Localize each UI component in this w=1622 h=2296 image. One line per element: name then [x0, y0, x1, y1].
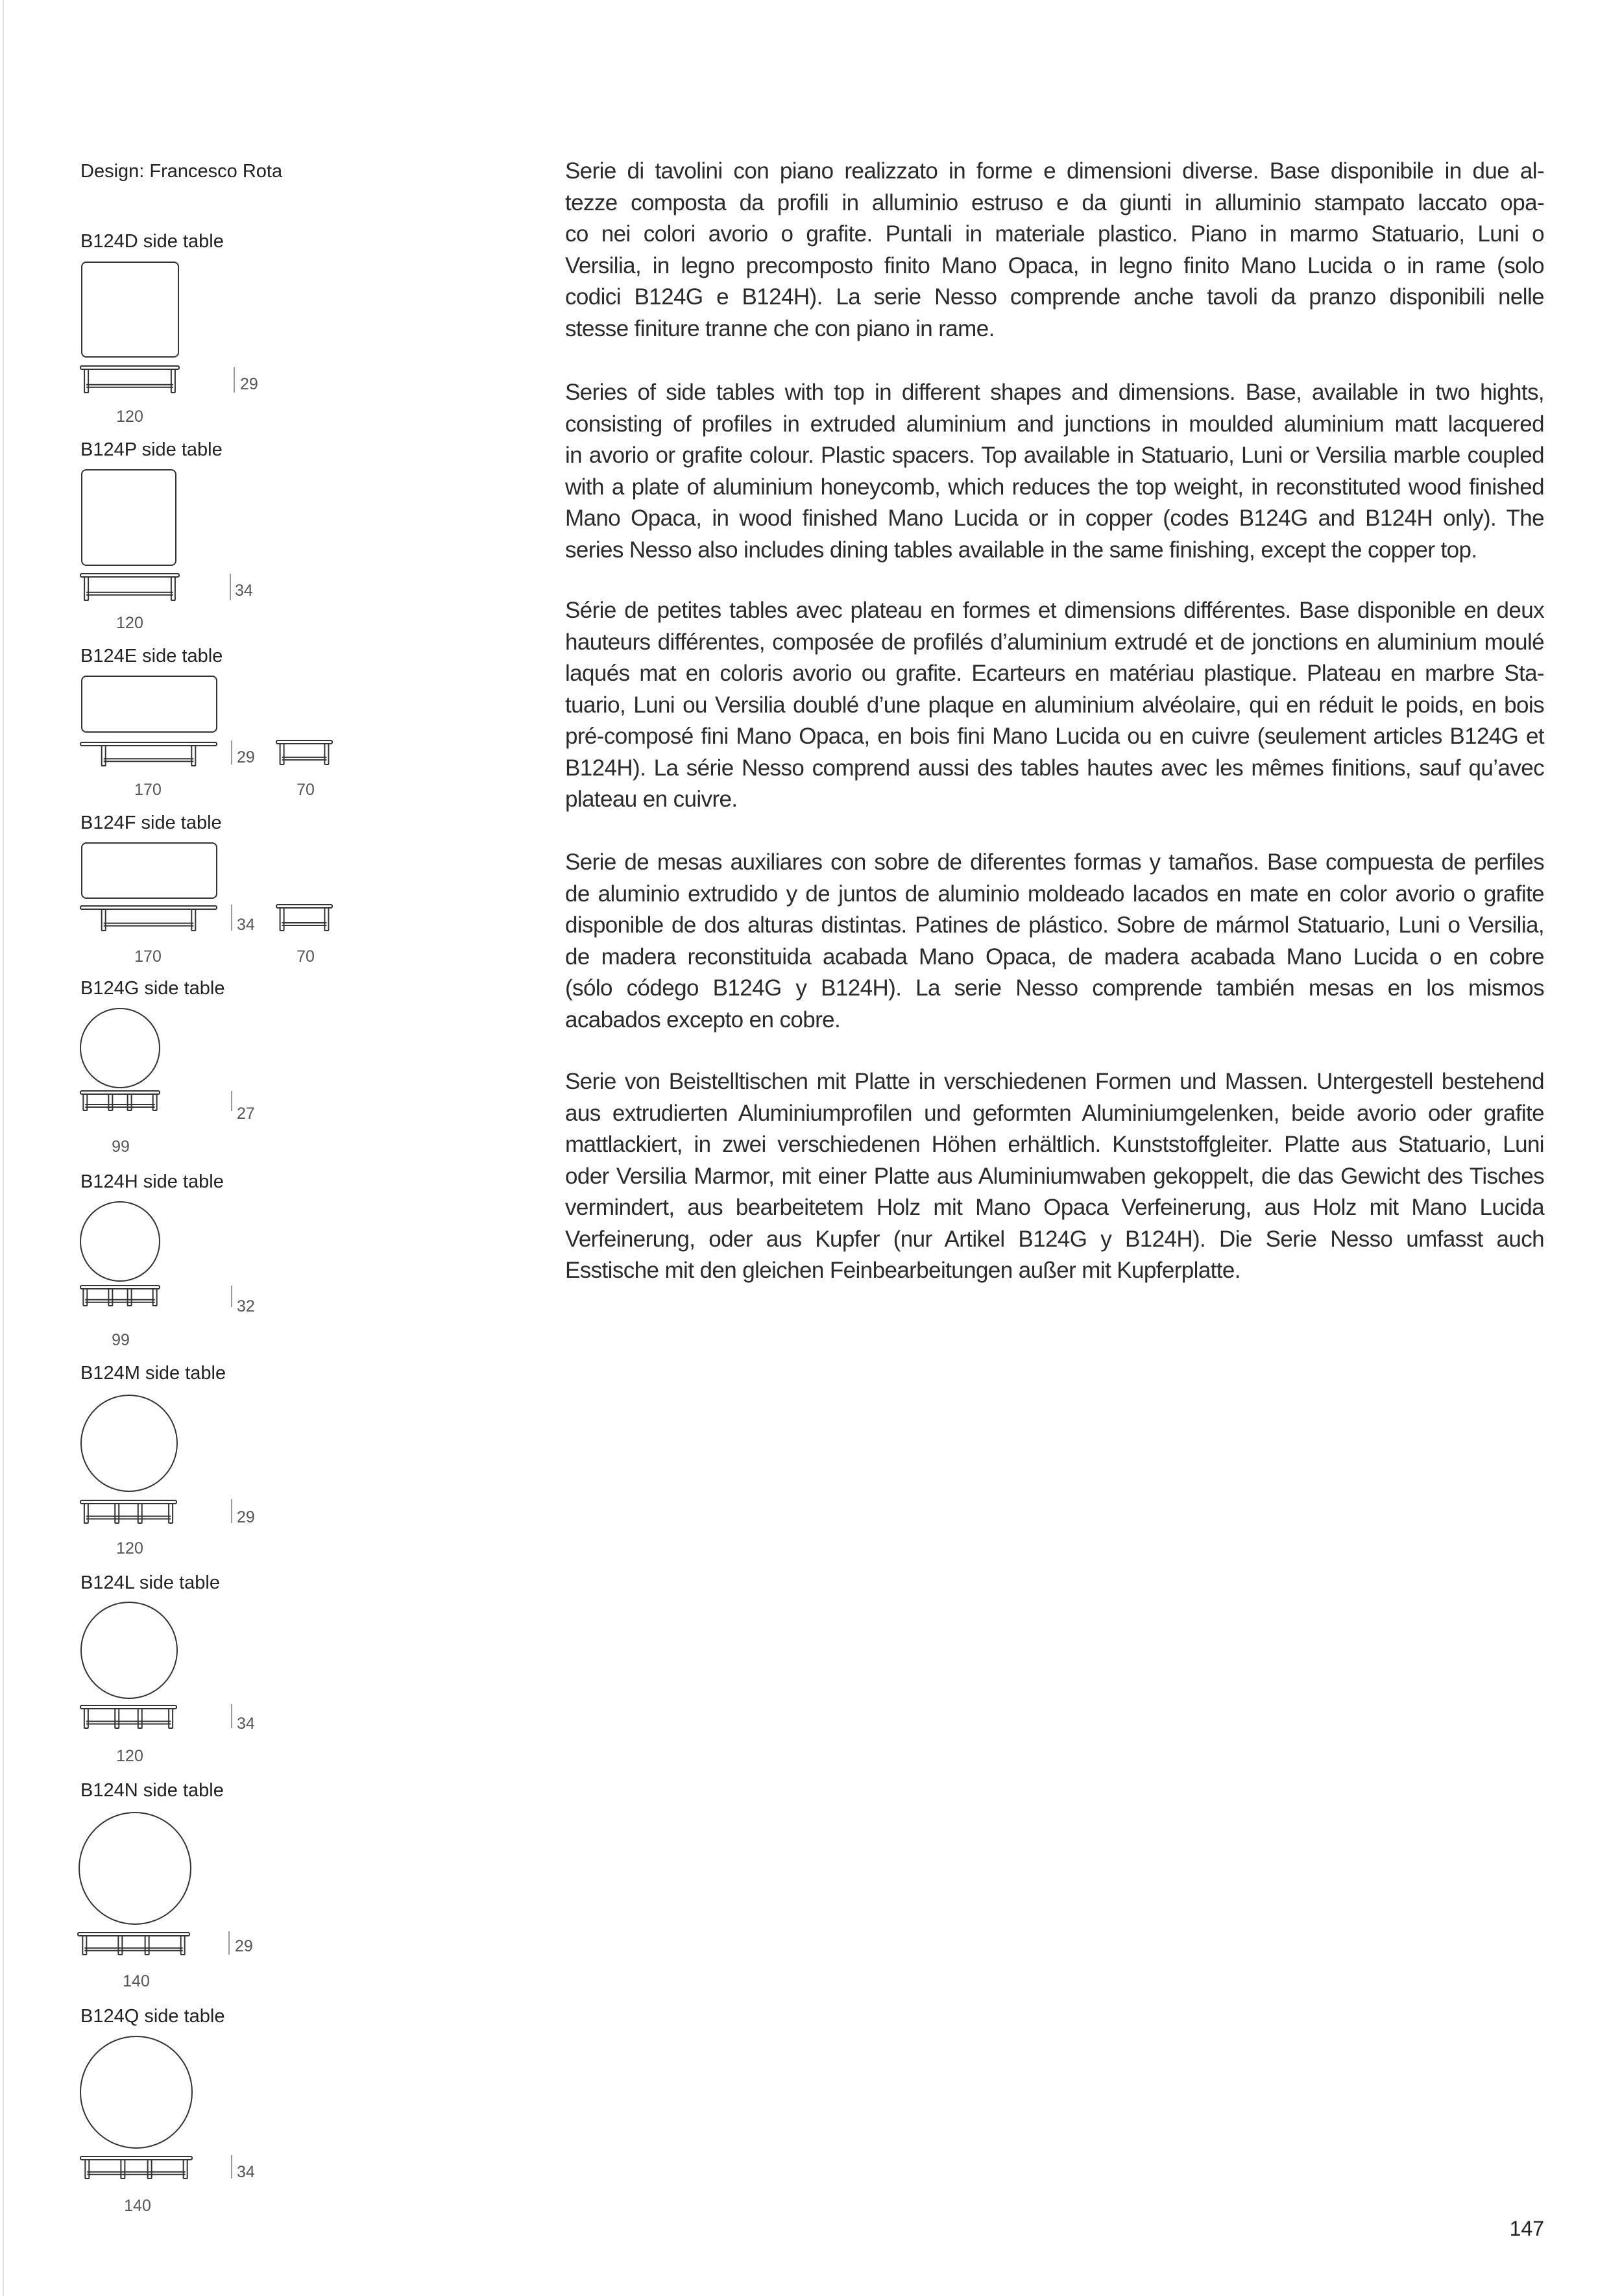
end-view [276, 905, 332, 931]
width-dimension: 140 [123, 1972, 150, 1990]
product-label: B124N side table [80, 1780, 224, 1801]
depth-dimension: 70 [297, 781, 315, 799]
text-line: laqués mat en coloris avorio ou grafite. Ecarteurs en matériau plastique. Plateau en marbre Sta- [565, 661, 1544, 686]
height-dimension: 34 [237, 1715, 255, 1733]
text-line: Série de petites tables avec plateau en formes et dimensions différentes. Base disponible en deux [565, 598, 1544, 623]
text-line: vermindert, aus bearbeitetem Holz mit Mano Opaca Verfeinerung, aus Holz mit Mano Lucida [565, 1195, 1544, 1220]
width-dimension: 120 [116, 1747, 143, 1765]
side-view [80, 1286, 160, 1306]
side-view [80, 574, 179, 600]
width-dimension: 120 [116, 614, 143, 632]
height-dimension: 27 [237, 1105, 255, 1123]
text-line: series Nesso also includes dining tables available in the same finishing, except the copper top. [565, 537, 1477, 563]
text-line: Serie di tavolini con piano realizzato in forme e dimensioni diverse. Base disponibile in due al- [565, 158, 1544, 184]
side-view [80, 366, 179, 393]
text-line: tezze composta da profili in alluminio estruso e da giunti in alluminio stampato laccato opa- [565, 189, 1544, 215]
description-paragraph-es [565, 847, 1544, 1036]
text-line: codici B124G e B124H). La serie Nesso comprende anche tavoli da pranzo disponibili nelle [565, 284, 1544, 310]
height-dimension: 32 [237, 1297, 255, 1315]
width-dimension: 170 [134, 947, 162, 966]
text-line: (sólo códego B124G y B124H). La serie Nesso comprende también mesas en los mismos [565, 975, 1544, 1001]
text-line: disponible de dos alturas distintas. Patines de plástico. Sobre de mármol Statuario, Luni o Versilia, [565, 912, 1544, 938]
top-view-outline [82, 843, 217, 898]
text-line: Versilia, in legno precomposto finito Mano Opaca, in legno finito Mano Lucida o in rame (solo [565, 252, 1544, 278]
text-line: Serie de mesas auxiliares con sobre de diferentes formas y tamaños. Base compuesta de perfiles [565, 849, 1544, 875]
side-view [80, 1500, 176, 1523]
width-dimension: 120 [116, 408, 143, 426]
text-line: aus extrudierten Aluminiumprofilen und geformten Aluminiumgelenken, beide avorio oder grafite [565, 1100, 1544, 1126]
side-view [80, 1705, 176, 1728]
side-view [80, 742, 217, 766]
product-label: B124M side table [80, 1363, 226, 1384]
top-view-outline [79, 1813, 191, 1924]
height-dimension: 29 [235, 1937, 253, 1955]
text-line: Mano Opaca, in wood finished Mano Lucida or in copper (codes B124G and B124H only). The [565, 506, 1544, 531]
top-view-outline [82, 676, 217, 732]
side-view [78, 1933, 189, 1955]
width-dimension: 120 [116, 1539, 143, 1557]
top-view-outline [80, 2036, 192, 2148]
text-line: plateau en cuivre. [565, 787, 738, 812]
height-dimension: 34 [235, 581, 253, 600]
height-dimension: 34 [237, 2163, 255, 2181]
product-label: B124P side table [80, 439, 223, 460]
page-number: 147 [1509, 2217, 1544, 2240]
text-line: acabados excepto en cobre. [565, 1007, 841, 1032]
description-paragraph-it [565, 156, 1544, 345]
depth-dimension: 70 [297, 947, 315, 966]
product-label: B124G side table [80, 978, 225, 999]
description-paragraph-de [565, 1066, 1544, 1287]
width-dimension: 140 [124, 2197, 151, 2215]
width-dimension: 99 [112, 1331, 130, 1349]
text-line: hauteurs différentes, composée de profilés d’aluminium extrudé et de jonctions en aluminium moulé [565, 629, 1544, 655]
top-view-outline [82, 262, 178, 357]
product-label: B124F side table [80, 812, 222, 833]
end-view [276, 740, 332, 764]
text-line: B124H). La série Nesso comprend aussi des tables hautes avec les mêmes finitions, sauf qu’avec [565, 755, 1544, 781]
side-view [80, 906, 217, 931]
text-line: de madera reconstituida acabada Mano Opaca, de madera acabada Mano Lucida o en cobre [565, 944, 1544, 970]
description-paragraph-en [565, 377, 1544, 566]
width-dimension: 99 [112, 1138, 130, 1156]
text-line: co nei colori avorio o grafite. Puntali in materiale plastico. Piano in marmo Statuario, Luni o [565, 221, 1544, 247]
side-view [80, 2156, 192, 2179]
text-line: with a plate of aluminium honeycomb, which reduces the top weight, in reconstituted wood finished [565, 474, 1544, 500]
text-line: Series of side tables with top in different shapes and dimensions. Base, available in two hights, [565, 380, 1544, 405]
product-label: B124L side table [80, 1572, 220, 1593]
text-line: Esstische mit den gleichen Feinbearbeitungen außer mit Kupferplatte. [565, 1258, 1241, 1283]
top-view-outline [82, 470, 176, 565]
text-line: stesse finiture tranne che con piano in rame. [565, 315, 995, 341]
designer-credit: Design: Francesco Rota [80, 161, 283, 182]
text-line: Verfeinerung, oder aus Kupfer (nur Artikel B124G y B124H). Die Serie Nesso umfasst auch [565, 1226, 1544, 1252]
text-line: oder Versilia Marmor, mit einer Platte aus Aluminiumwaben gekoppelt, die das Gewicht des Tisches [565, 1163, 1544, 1189]
text-line: in avorio or grafite colour. Plastic spacers. Top available in Statuario, Luni or Versilia marble coupled [565, 443, 1544, 468]
top-view-outline [80, 1202, 160, 1281]
product-label: B124H side table [80, 1171, 224, 1192]
product-label: B124E side table [80, 646, 223, 666]
text-line: Serie von Beistelltischen mit Platte in verschiedenen Formen und Massen. Untergestell bestehend [565, 1069, 1544, 1094]
text-line: tuario, Luni ou Versilia doublé d’une plaque en aluminium alvéolaire, qui en réduit le poids, en bois [565, 692, 1544, 718]
height-dimension: 29 [240, 375, 258, 393]
text-line: mattlackiert, in zwei verschiedenen Höhen erhältlich. Kunststoffgleiter. Platte aus Statuario, Luni [565, 1132, 1544, 1157]
height-dimension: 29 [237, 1508, 255, 1526]
top-view-outline [80, 1008, 160, 1088]
width-dimension: 170 [134, 781, 162, 799]
height-dimension: 34 [237, 916, 255, 934]
product-label: B124D side table [80, 231, 224, 252]
text-line: pré-composé fini Mano Opaca, en bois fini Mano Lucida ou en cuivre (seulement articles B124G et [565, 724, 1544, 749]
top-view-outline [81, 1602, 177, 1698]
side-view [80, 1091, 160, 1110]
description-paragraph-fr [565, 595, 1544, 816]
height-dimension: 29 [237, 748, 255, 766]
top-view-outline [81, 1395, 177, 1491]
text-line: de aluminio extrudido y de juntos de aluminio moldeado lacados en mate en color avorio o grafite [565, 881, 1544, 907]
text-line: consisting of profiles in extruded aluminium and junctions in moulded aluminium matt lacquered [565, 411, 1544, 437]
product-label: B124Q side table [80, 2006, 225, 2027]
